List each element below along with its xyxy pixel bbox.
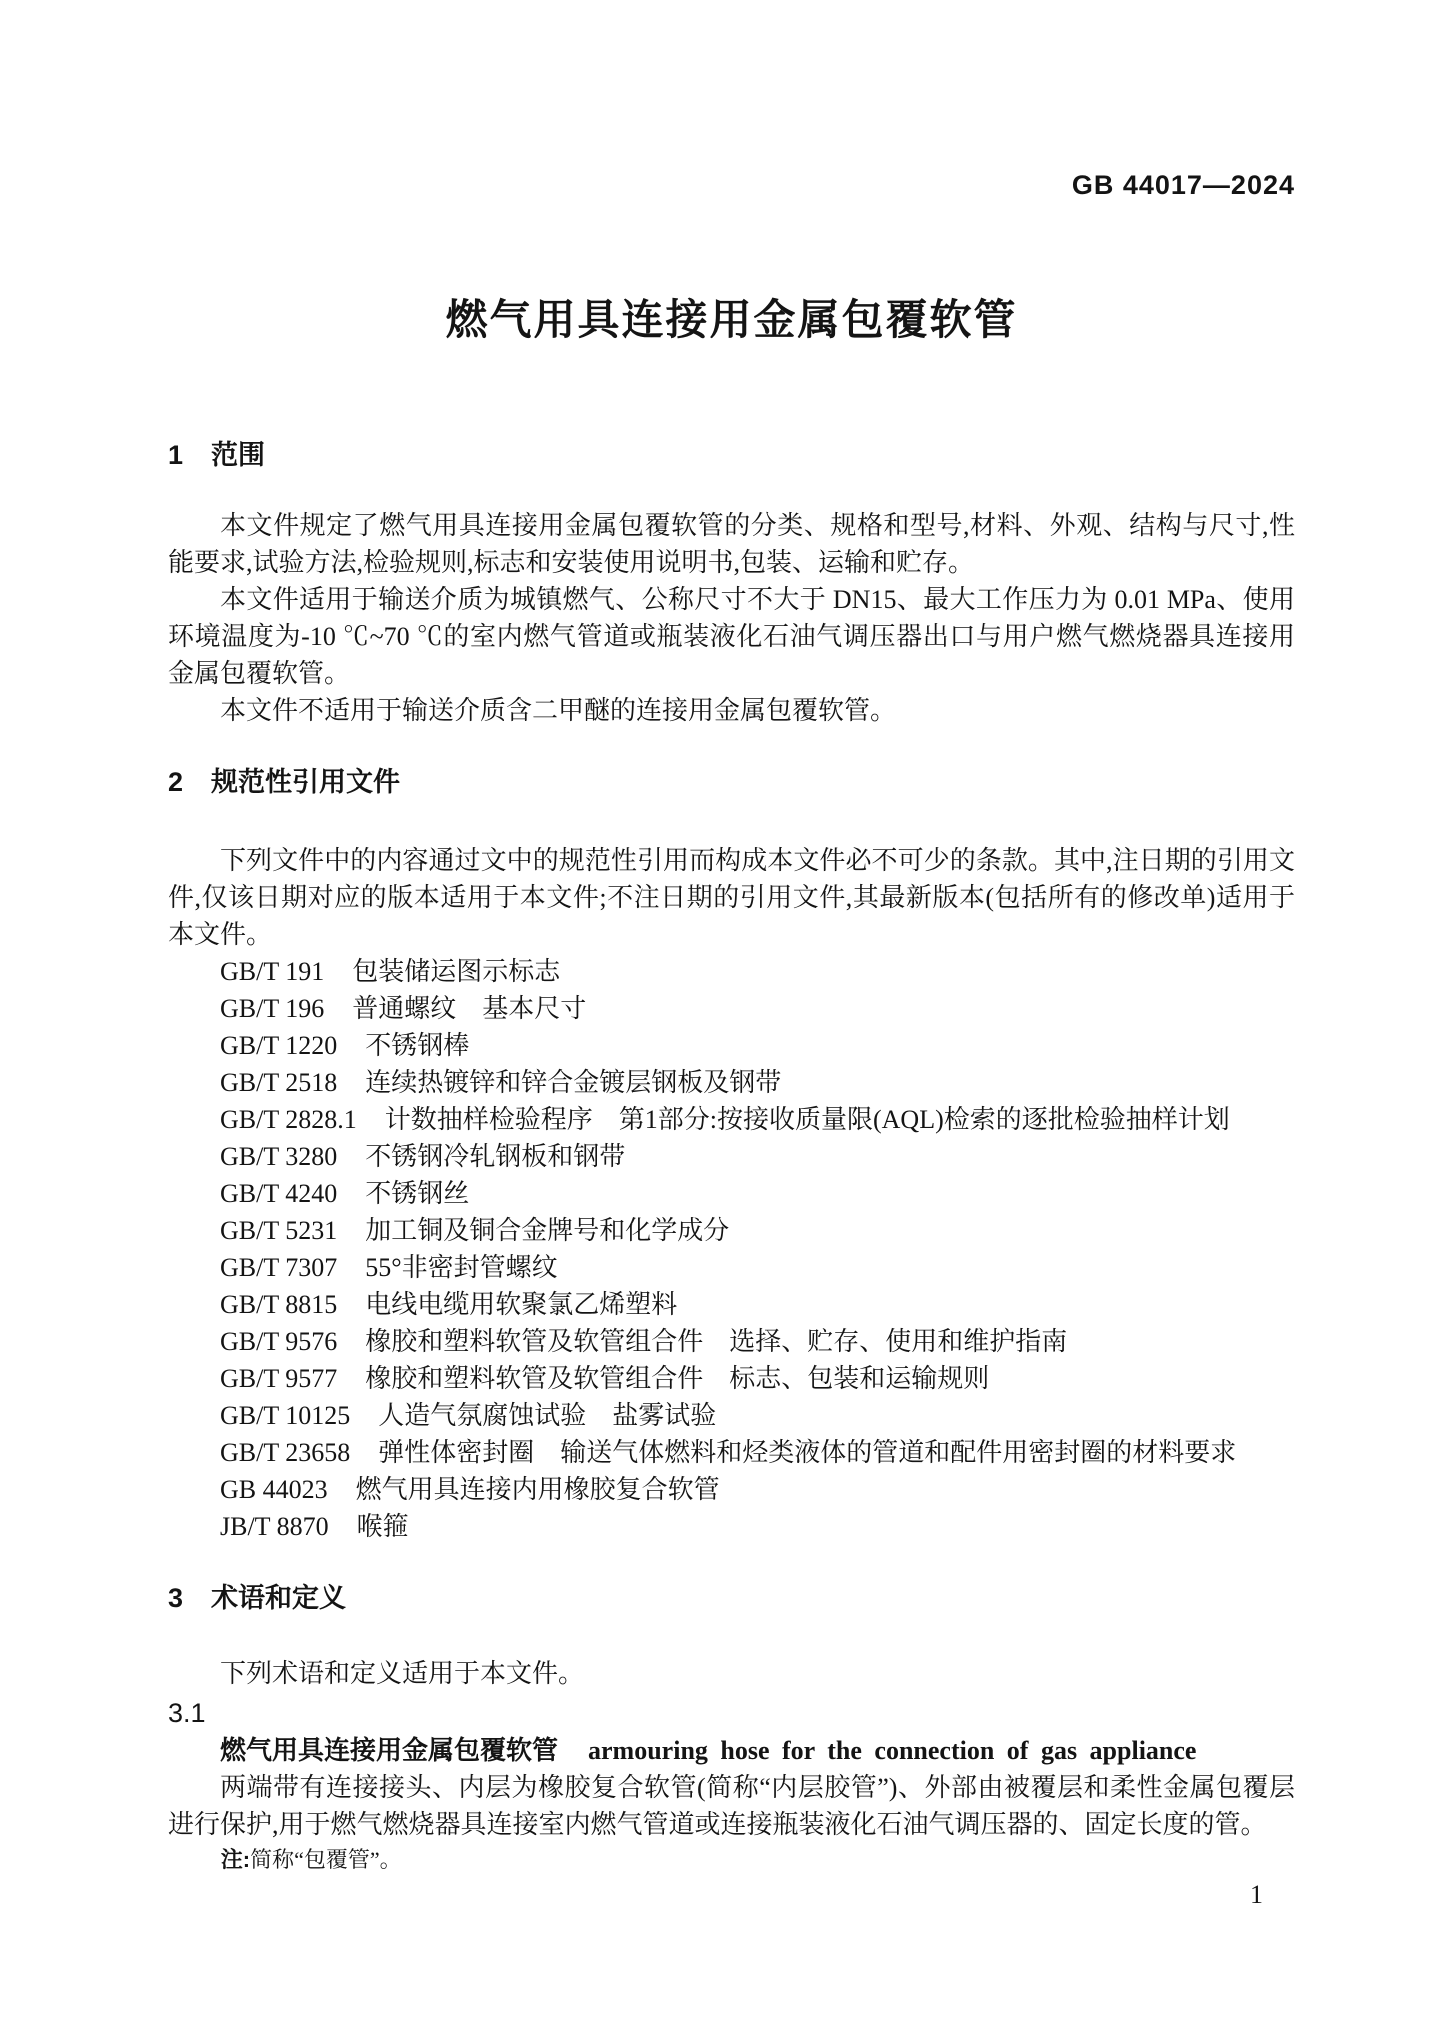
reference-code: GB/T 8815: [220, 1290, 338, 1319]
reference-title: 弹性体密封圈 输送气体燃料和烃类液体的管道和配件用密封圈的材料要求: [378, 1438, 1237, 1467]
reference-title: 人造气氛腐蚀试验 盐雾试验: [378, 1401, 717, 1430]
reference-title: 不锈钢棒: [365, 1031, 470, 1060]
reference-item: [168, 1212, 1295, 1249]
reference-item: [168, 1027, 1295, 1064]
document-title: 燃气用具连接用金属包覆软管: [445, 296, 1018, 343]
scope-paragraph-1: 本文件规定了燃气用具连接用金属包覆软管的分类、规格和型号,材料、外观、结构与尺寸,性能要求,试验方法,检验规则,标志和安装使用说明书,包装、运输和贮存。: [168, 511, 1295, 577]
reference-code: GB/T 2518: [220, 1068, 338, 1097]
clause-1-title: 范围: [211, 440, 266, 470]
term-name-zh: 燃气用具连接用金属包覆软管: [220, 1735, 559, 1765]
reference-code: GB/T 9577: [220, 1364, 338, 1393]
term-3-1-number: 3.1: [168, 1698, 206, 1728]
reference-item: [168, 1434, 1295, 1471]
reference-title: 电线电缆用软聚氯乙烯塑料: [365, 1290, 678, 1319]
reference-title: 连续热镀锌和锌合金镀层钢板及钢带: [365, 1068, 782, 1097]
reference-code: JB/T 8870: [220, 1512, 329, 1541]
reference-item: [168, 1323, 1295, 1360]
term-definition: 两端带有连接接头、内层为橡胶复合软管(简称“内层胶管”)、外部由被覆层和柔性金属包覆层进行保护,用于燃气燃烧器具连接室内燃气管道或连接瓶装液化石油气调压器的、固定长度的管。: [168, 1773, 1295, 1839]
reference-code: GB/T 23658: [220, 1438, 351, 1467]
clause-1-heading: [168, 438, 1295, 472]
reference-code: GB/T 7307: [220, 1253, 338, 1282]
reference-code: GB/T 5231: [220, 1216, 338, 1245]
reference-code: GB/T 1220: [220, 1031, 338, 1060]
page-number: 1: [1250, 1880, 1263, 1909]
clause-1-number: 1: [168, 440, 184, 470]
reference-item: [168, 1286, 1295, 1323]
clause-2-number: 2: [168, 767, 184, 797]
reference-item: [168, 1508, 1295, 1545]
reference-code: GB/T 196: [220, 994, 325, 1023]
reference-title: 橡胶和塑料软管及软管组合件 选择、贮存、使用和维护指南: [365, 1327, 1068, 1356]
doc-number: GB 44017—2024: [1071, 170, 1295, 200]
reference-item: [168, 1360, 1295, 1397]
reference-title: 普通螺纹 基本尺寸: [352, 994, 587, 1023]
reference-code: GB/T 10125: [220, 1401, 351, 1430]
reference-code: GB 44023: [220, 1475, 328, 1504]
note-label: 注:: [220, 1847, 251, 1872]
reference-code: GB/T 4240: [220, 1179, 338, 1208]
reference-item: [168, 1397, 1295, 1434]
reference-item: [168, 1471, 1295, 1508]
scope-paragraph-2: 本文件适用于输送介质为城镇燃气、公称尺寸不大于 DN15、最大工作压力为 0.01 MPa、使用环境温度为-10 ℃~70 ℃的室内燃气管道或瓶装液化石油气调压器出口与用户燃气燃烧器具连接用金属包覆软管。: [168, 585, 1295, 688]
reference-title: 计数抽样检验程序 第1部分:按接收质量限(AQL)检索的逐批检验抽样计划: [384, 1105, 1230, 1134]
term-name-en: armouring hose for the connection of gas appliance: [588, 1736, 1197, 1765]
reference-title: 包装储运图示标志: [352, 957, 561, 986]
reference-code: GB/T 9576: [220, 1327, 338, 1356]
clause-3-number: 3: [168, 1583, 184, 1613]
page-content: [168, 0, 1295, 2044]
reference-title: 加工铜及铜合金牌号和化学成分: [365, 1216, 730, 1245]
reference-title: 燃气用具连接内用橡胶复合软管: [355, 1475, 720, 1504]
reference-code: GB/T 3280: [220, 1142, 338, 1171]
reference-code: GB/T 2828.1: [220, 1105, 357, 1134]
reference-title: 喉箍: [356, 1512, 409, 1541]
reference-title: 55°非密封管螺纹: [365, 1253, 558, 1282]
note-text: 简称“包覆管”。: [250, 1847, 402, 1872]
reference-item: [168, 1249, 1295, 1286]
term-3-1-heading: [168, 1732, 1295, 1769]
terms-intro: 下列术语和定义适用于本文件。: [220, 1659, 585, 1688]
reference-title: 不锈钢冷轧钢板和钢带: [365, 1142, 626, 1171]
reference-item: [168, 1064, 1295, 1101]
reference-item: [168, 990, 1295, 1027]
scope-paragraph-3: 本文件不适用于输送介质含二甲醚的连接用金属包覆软管。: [220, 696, 897, 725]
clause-2-title: 规范性引用文件: [211, 767, 401, 797]
reference-item: [168, 1101, 1295, 1138]
clause-2-heading: [168, 765, 1295, 799]
reference-item: [168, 953, 1295, 990]
clause-3-heading: [168, 1581, 1295, 1615]
reference-title: 橡胶和塑料软管及软管组合件 标志、包装和运输规则: [365, 1364, 990, 1393]
normative-references-list: [168, 953, 1295, 1545]
clause-3-title: 术语和定义: [211, 1583, 347, 1613]
reference-item: [168, 1175, 1295, 1212]
reference-item: [168, 1138, 1295, 1175]
references-intro: 下列文件中的内容通过文中的规范性引用而构成本文件必不可少的条款。其中,注日期的引用文件,仅该日期对应的版本适用于本文件;不注日期的引用文件,其最新版本(包括所有的修改单)适用于本文件。: [168, 846, 1295, 949]
reference-title: 不锈钢丝: [365, 1179, 470, 1208]
term-note: [168, 1844, 1295, 1876]
reference-code: GB/T 191: [220, 957, 325, 986]
